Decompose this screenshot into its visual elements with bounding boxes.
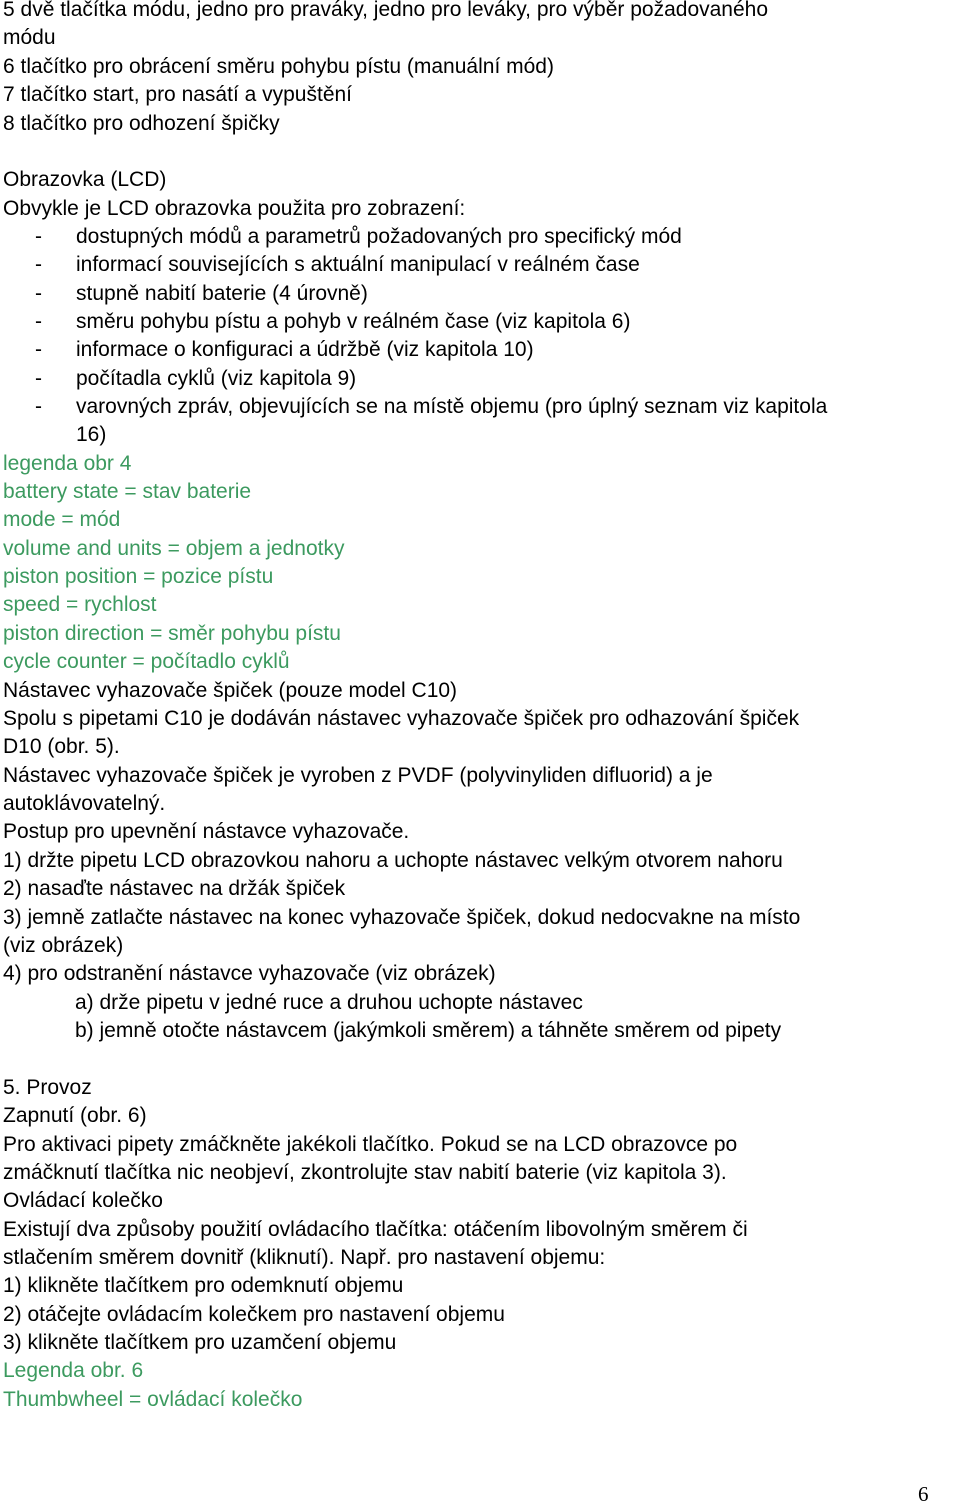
step-item: 2) otáčejte ovládacím kolečkem pro nastavení objemu [3, 1303, 505, 1326]
bullet-item [3, 280, 958, 308]
legend-heading: legenda obr 4 [3, 452, 132, 475]
text-line: Existují dva způsoby použití ovládacího tlačítka: otáčením libovolným směrem či [3, 1218, 748, 1241]
bullet-dash: - [35, 395, 42, 418]
text-line: autoklávovatelný. [3, 792, 166, 815]
bullet-dash: - [35, 310, 42, 333]
bullet-dash: - [35, 225, 42, 248]
step-item: 4) pro odstranění nástavce vyhazovače (viz obrázek) [3, 962, 496, 985]
section-heading: Obrazovka (LCD) [3, 168, 167, 191]
bullet-item [3, 393, 958, 421]
bullet-item [3, 308, 958, 336]
step-item: 2) nasaďte nástavec na držák špiček [3, 877, 346, 900]
text-line: Pro aktivaci pipety zmáčkněte jakékoli tlačítko. Pokud se na LCD obrazovce po [3, 1133, 738, 1156]
bullet-item [3, 251, 958, 279]
text-line: D10 (obr. 5). [3, 735, 120, 758]
text-line: módu [3, 26, 56, 49]
legend-heading: Legenda obr. 6 [3, 1359, 144, 1382]
bullet-dash: - [35, 338, 42, 361]
bullet-text: informací souvisejících s aktuální manipulací v reálném čase [76, 253, 640, 276]
bullet-text: varovných zpráv, objevujících se na místě objemu (pro úplný seznam viz kapitola [76, 395, 828, 418]
legend-item: piston direction = směr pohybu pístu [3, 622, 341, 645]
legend-item: piston position = pozice pístu [3, 565, 274, 588]
bullet-item [3, 223, 958, 251]
legend-item: volume and units = objem a jednotky [3, 537, 345, 560]
bullet-item [3, 336, 958, 364]
subsection-heading: Ovládací kolečko [3, 1189, 163, 1212]
text-line: zmáčknutí tlačítka nic neobjeví, zkontrolujte stav nabití baterie (viz kapitola 3). [3, 1161, 727, 1184]
subsection-heading: Zapnutí (obr. 6) [3, 1104, 147, 1127]
bullet-text: dostupných módů a parametrů požadovaných pro specifický mód [76, 225, 682, 248]
legend-item: speed = rychlost [3, 593, 157, 616]
text-line: 7 tlačítko start, pro nasátí a vypuštění [3, 83, 353, 106]
text-line: Postup pro upevnění nástavce vyhazovače. [3, 820, 410, 843]
bullet-text: stupně nabití baterie (4 úrovně) [76, 282, 368, 305]
text-line: Obvykle je LCD obrazovka použita pro zobrazení: [3, 197, 466, 220]
step-item: 3) klikněte tlačítkem pro uzamčení objemu [3, 1331, 397, 1354]
bullet-item [3, 365, 958, 393]
text-line: 6 tlačítko pro obrácení směru pohybu pístu (manuální mód) [3, 55, 554, 78]
section-heading: Nástavec vyhazovače špiček (pouze model C10) [3, 679, 458, 702]
step-item: 1) držte pipetu LCD obrazovkou nahoru a uchopte nástavec velkým otvorem nahoru [3, 849, 783, 872]
bullet-dash: - [35, 367, 42, 390]
text-line: 5 dvě tlačítka módu, jedno pro praváky, jedno pro leváky, pro výběr požadovaného [3, 0, 769, 21]
step-item: (viz obrázek) [3, 934, 124, 957]
bullet-continuation [3, 421, 958, 449]
section-heading: 5. Provoz [3, 1076, 92, 1099]
legend-item: cycle counter = počítadlo cyklů [3, 650, 290, 673]
bullet-text: počítadla cyklů (viz kapitola 9) [76, 367, 357, 390]
bullet-text: 16) [76, 423, 107, 446]
bullet-dash: - [35, 253, 42, 276]
step-item: 1) klikněte tlačítkem pro odemknutí objemu [3, 1274, 404, 1297]
text-line: Nástavec vyhazovače špiček je vyroben z PVDF (polyvinyliden difluorid) a je [3, 764, 713, 787]
legend-item: Thumbwheel = ovládací kolečko [3, 1388, 303, 1411]
substep-item: a) drže pipetu v jedné ruce a druhou uchopte nástavec [75, 991, 583, 1014]
text-line: 8 tlačítko pro odhození špičky [3, 112, 280, 135]
bullet-text: informace o konfiguraci a údržbě (viz kapitola 10) [76, 338, 534, 361]
bullet-text: směru pohybu pístu a pohyb v reálném čase (viz kapitola 6) [76, 310, 631, 333]
step-item: 3) jemně zatlačte nástavec na konec vyhazovače špiček, dokud nedocvakne na místo [3, 906, 801, 929]
page-number: 6 [918, 1482, 929, 1506]
substep-item: b) jemně otočte nástavcem (jakýmkoli směrem) a táhněte směrem od pipety [75, 1019, 782, 1042]
legend-item: battery state = stav baterie [3, 480, 252, 503]
text-line: Spolu s pipetami C10 je dodáván nástavec vyhazovače špiček pro odhazování špiček [3, 707, 800, 730]
bullet-dash: - [35, 282, 42, 305]
text-line: stlačením směrem dovnitř (kliknutí). Např. pro nastavení objemu: [3, 1246, 606, 1269]
legend-item: mode = mód [3, 508, 121, 531]
